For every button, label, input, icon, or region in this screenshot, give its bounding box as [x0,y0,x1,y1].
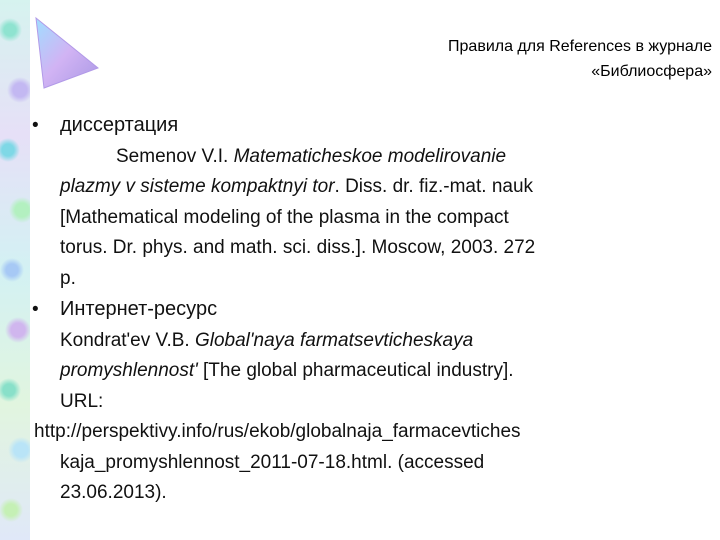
ref-line [60,142,710,173]
item-label-internet-resource: Интернет-ресурс [60,298,218,320]
bullet-icon: • [32,115,39,136]
ref-line: torus. Dr. phys. and math. sci. diss.]. Moscow, 2003. 272 [60,237,536,258]
ref-line [60,356,710,387]
reference-internet-resource [30,326,710,509]
list-item [30,294,710,326]
ref-line: 23.06.2013). [60,482,167,503]
ref-url-line: http://perspektivy.info/rus/ekob/globalnaja_farmacevtiches [34,421,521,442]
reference-dissertation [30,142,710,295]
item-label-dissertation: диссертация [60,114,179,136]
ref-line: p. [60,267,76,289]
ref-line: [Mathematical modeling of the plasma in the compact [60,206,509,228]
header-line-1: Правила для References в журнале [448,38,712,55]
ref-line [60,172,710,203]
header-line-2: «Библиосфера» [591,63,712,80]
triangle-decoration-icon [0,0,110,110]
ref-line [60,326,710,357]
ref-details: . Diss. dr. fiz.-mat. nauk [334,176,534,197]
ref-title: promyshlennost' [60,360,198,381]
ref-title: Matematicheskoe modelirovanie [233,145,507,167]
slide-content [30,110,710,509]
list-item [30,110,710,142]
ref-details: [The global pharmaceutical industry]. [197,360,514,381]
ref-author: Kondrat'ev V.B. [60,329,195,351]
ref-title: plazmy v sisteme kompaktnyi tor [60,176,335,197]
slide-header [292,34,712,84]
ref-author: Semenov V.I. [116,145,234,167]
ref-line: URL: [60,390,104,412]
ref-title: Global'naya farmatsevticheskaya [194,329,474,351]
bullet-icon: • [32,299,39,320]
ref-line: kaja_promyshlennost_2011-07-18.html. (accessed [60,451,485,473]
